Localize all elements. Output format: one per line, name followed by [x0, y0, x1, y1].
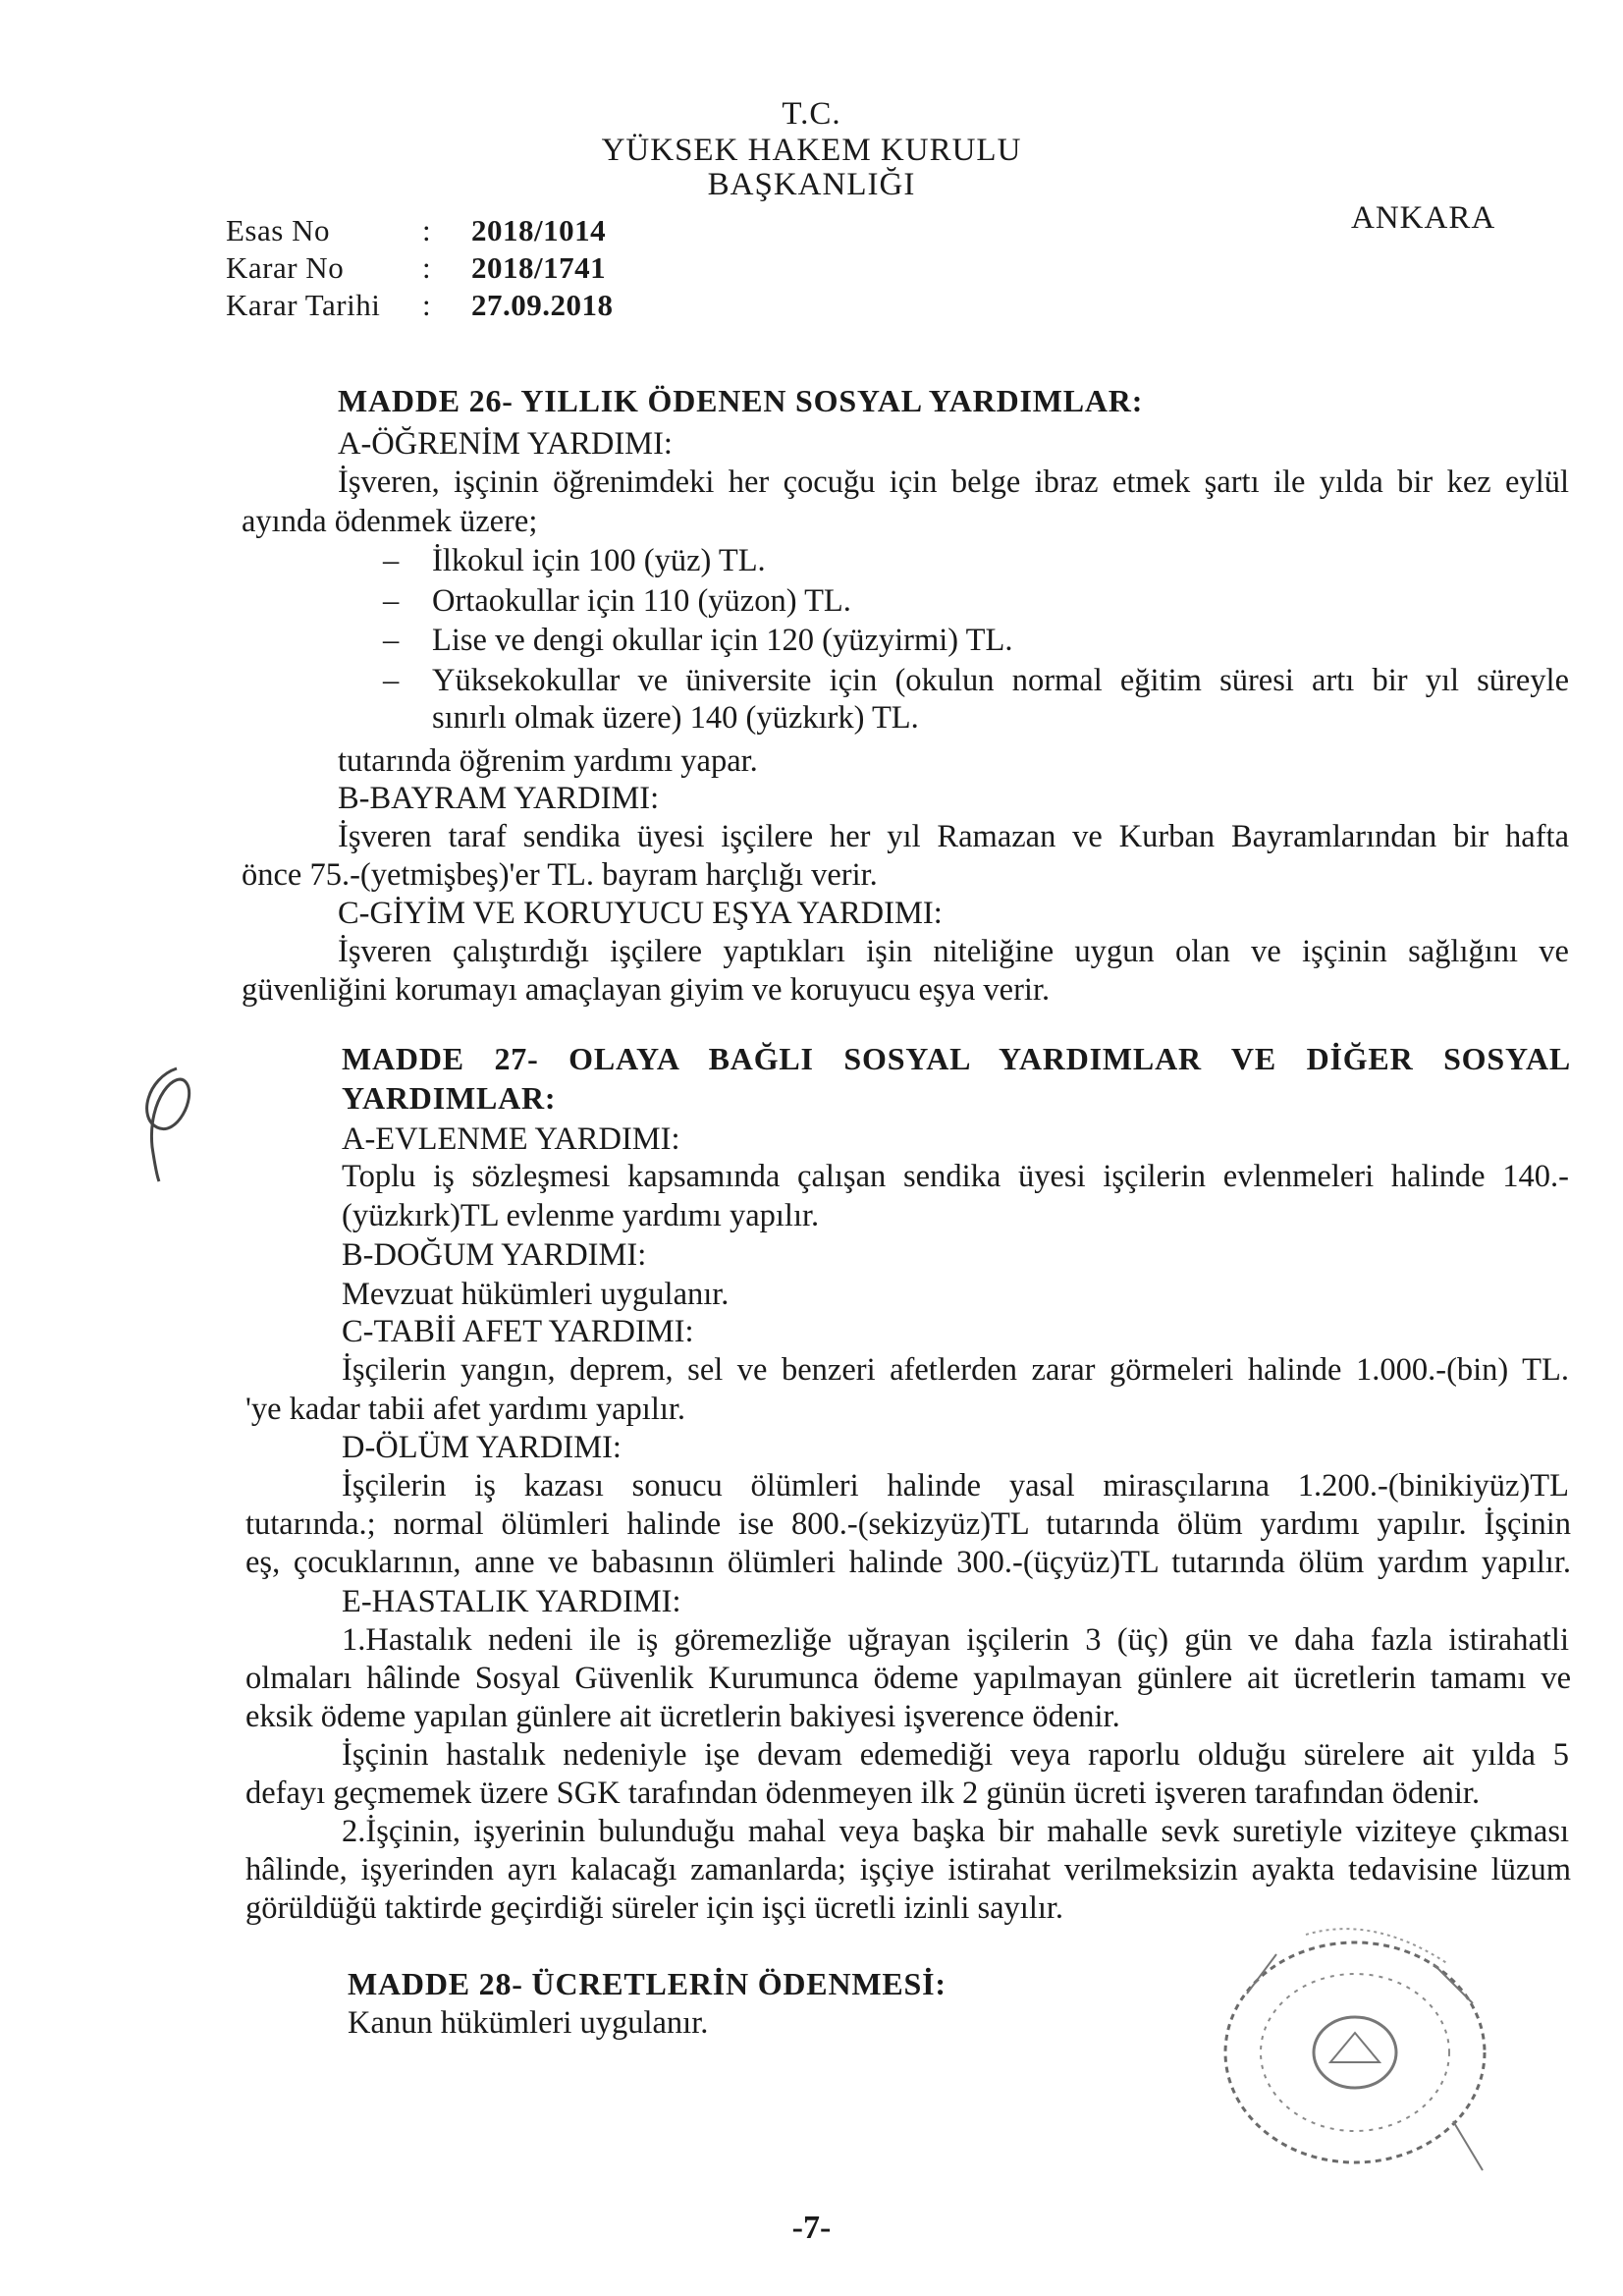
- madde26-a-line1: İşveren, işçinin öğrenimdeki her çocuğu için belge ibraz etmek şartı ile yılda bir kez eylül: [338, 465, 1569, 500]
- madde26-c-title: C-GİYİM VE KORUYUCU EŞYA YARDIMI:: [338, 896, 943, 931]
- list-item-yuksekokul-cont: sınırlı olmak üzere) 140 (yüzkırk) TL.: [432, 700, 919, 736]
- meta-tarih-value: 27.09.2018: [471, 288, 614, 322]
- meta-esas-sep: :: [422, 213, 432, 247]
- list-dash: –: [383, 663, 400, 698]
- madde26-a-end: tutarında öğrenim yardımı yapar.: [338, 743, 758, 779]
- madde26-a-title: A-ÖĞRENİM YARDIMI:: [338, 426, 673, 462]
- official-stamp-seal-icon: [1208, 1925, 1502, 2180]
- madde27-b-line1: Mevzuat hükümleri uygulanır.: [342, 1277, 730, 1312]
- meta-esas-label: Esas No: [226, 213, 330, 247]
- meta-karar-sep: :: [422, 250, 432, 285]
- madde26-c-line1: İşveren çalıştırdığı işçilere yaptıkları işin niteliğine uygun olan ve işçinin sağlığını ve: [338, 934, 1569, 969]
- list-item-ilkokul: İlkokul için 100 (yüz) TL.: [432, 543, 766, 578]
- list-dash: –: [383, 543, 400, 578]
- meta-tarih-label: Karar Tarihi: [226, 288, 381, 322]
- meta-esas-value: 2018/1014: [471, 213, 607, 247]
- list-item-lise: Lise ve dengi okullar için 120 (yüzyirmi) TL.: [432, 623, 1013, 658]
- madde27-d-line3: eş, çocuklarının, anne ve babasının ölümleri halinde 300.-(üçyüz)TL tutarında ölüm yardım yapılır.: [245, 1545, 1571, 1580]
- madde27-e-p3-line3: görüldüğü taktirde geçirdiği süreler için işçi ücretli izinli sayılır.: [245, 1890, 1064, 1926]
- madde28-title: MADDE 28- ÜCRETLERİN ÖDENMESİ:: [348, 1966, 947, 2001]
- header-tc: T.C.: [782, 96, 841, 132]
- meta-tarih: [226, 283, 614, 327]
- madde27-d-line1: İşçilerin iş kazası sonucu ölümleri halinde yasal mirasçılarına 1.200.-(binikiyüz)TL: [342, 1468, 1569, 1503]
- meta-tarih-sep: :: [422, 288, 432, 322]
- madde27-e-p1-line3: eksik ödeme yapılan günlere ait ücretlerin bakiyesi işverence ödenir.: [245, 1699, 1120, 1734]
- list-dash: –: [383, 623, 400, 658]
- madde27-a-line1: Toplu iş sözleşmesi kapsamında çalışan sendika üyesi işçilerin evlenmeleri halinde 140.-: [342, 1159, 1569, 1194]
- madde27-c-line2: 'ye kadar tabii afet yardımı yapılır.: [245, 1392, 686, 1427]
- header-city: ANKARA: [1351, 200, 1496, 236]
- madde27-title-line1: MADDE 27- OLAYA BAĞLI SOSYAL YARDIMLAR VE DİĞER SOSYAL: [342, 1041, 1571, 1076]
- handwritten-margin-mark: [118, 1059, 216, 1186]
- madde27-e-p2-line1: İşçinin hastalık nedeniyle işe devam edemediği veya raporlu olduğu sürelere ait yılda 5: [342, 1737, 1569, 1773]
- list-dash: –: [383, 583, 400, 619]
- madde26-a-line2: ayında ödenmek üzere;: [242, 504, 538, 539]
- list-item-yuksekokul: Yüksekokullar ve üniversite için (okulun normal eğitim süresi artı bir yıl süreyle: [432, 663, 1569, 698]
- madde27-e-p3-line2: hâlinde, işyerinden ayrı kalacağı zamanlarda; işçiye istirahat verilmeksizin ayakta tedavisine lüzum: [245, 1852, 1571, 1887]
- page-number: -7-: [791, 2210, 832, 2246]
- madde26-c-line2: güvenliğini korumayı amaçlayan giyim ve koruyucu eşya verir.: [242, 972, 1051, 1008]
- list-item-ortaokul: Ortaokullar için 110 (yüzon) TL.: [432, 583, 851, 619]
- madde26-b-line1: İşveren taraf sendika üyesi işçilere her yıl Ramazan ve Kurban Bayramlarından bir hafta: [338, 819, 1569, 854]
- madde27-d-title: D-ÖLÜM YARDIMI:: [342, 1430, 622, 1465]
- madde27-d-line2: tutarında.; normal ölümleri halinde ise 800.-(sekizyüz)TL tutarında ölüm yardımı yapılır. İşçinin: [245, 1506, 1571, 1542]
- madde27-a-line2: (yüzkırk)TL evlenme yardımı yapılır.: [342, 1198, 820, 1233]
- meta-karar-label: Karar No: [226, 250, 345, 285]
- meta-karar-value: 2018/1741: [471, 250, 607, 285]
- header-institution: YÜKSEK HAKEM KURULU: [601, 133, 1022, 168]
- madde27-c-title: C-TABİİ AFET YARDIMI:: [342, 1314, 694, 1349]
- madde27-e-p1-line1: 1.Hastalık nedeni ile iş göremezliğe uğrayan işçilerin 3 (üç) gün ve daha fazla istirahatli: [342, 1622, 1569, 1658]
- madde27-e-title: E-HASTALIK YARDIMI:: [342, 1584, 681, 1619]
- madde27-e-p3-line1: 2.İşçinin, işyerinin bulunduğu mahal veya başka bir mahalle sevk suretiyle viziteye çıkması: [342, 1814, 1569, 1849]
- madde27-b-title: B-DOĞUM YARDIMI:: [342, 1237, 647, 1273]
- madde26-b-title: B-BAYRAM YARDIMI:: [338, 781, 660, 816]
- madde28-line1: Kanun hükümleri uygulanır.: [348, 2005, 709, 2041]
- madde27-e-p2-line2: defayı geçmemek üzere SGK tarafından ödenmeyen ilk 2 günün ücreti işveren tarafından ödenir.: [245, 1776, 1481, 1811]
- madde27-title-line2: YARDIMLAR:: [342, 1080, 557, 1116]
- madde27-e-p1-line2: olmaları hâlinde Sosyal Güvenlik Kurumunca ödeme yapılmayan günlere ait ücretlerin tamamı ve: [245, 1661, 1571, 1696]
- header-presidency: BAŞKANLIĞI: [707, 167, 916, 202]
- madde26-title: MADDE 26- YILLIK ÖDENEN SOSYAL YARDIMLAR:: [338, 383, 1144, 418]
- madde26-b-line2: önce 75.-(yetmişbeş)'er TL. bayram harçlığı verir.: [242, 857, 878, 893]
- madde27-c-line1: İşçilerin yangın, deprem, sel ve benzeri afetlerden zarar görmeleri halinde 1.000.-(bin) TL.: [342, 1352, 1569, 1388]
- madde27-a-title: A-EVLENME YARDIMI:: [342, 1121, 680, 1157]
